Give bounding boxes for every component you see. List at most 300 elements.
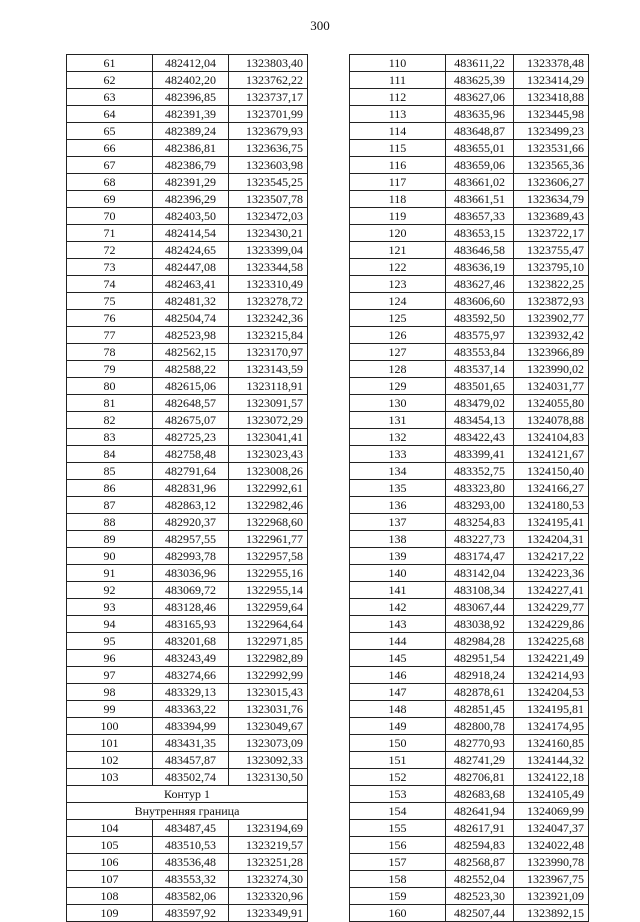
coordinate-y: 1322959,64 <box>229 599 308 616</box>
coordinate-x: 482402,20 <box>153 72 229 89</box>
coordinate-y: 1323762,22 <box>229 72 308 89</box>
coordinate-x: 483394,99 <box>153 718 229 735</box>
table-row <box>350 769 589 786</box>
coordinate-y: 1324217,22 <box>514 548 589 565</box>
coordinate-x: 482831,96 <box>153 480 229 497</box>
coordinate-y: 1322982,46 <box>229 497 308 514</box>
point-number: 136 <box>350 497 446 514</box>
coordinate-x: 482424,65 <box>153 242 229 259</box>
table-row <box>67 616 308 633</box>
point-number: 154 <box>350 803 446 820</box>
point-number: 143 <box>350 616 446 633</box>
table-row <box>67 123 308 140</box>
table-row <box>67 140 308 157</box>
coordinate-x: 482396,85 <box>153 89 229 106</box>
table-row <box>350 72 589 89</box>
coordinate-x: 483399,41 <box>446 446 514 463</box>
coordinate-x: 483661,51 <box>446 191 514 208</box>
coordinate-x: 483646,58 <box>446 242 514 259</box>
coordinate-x: 482675,07 <box>153 412 229 429</box>
coordinate-y: 1324174,95 <box>514 718 589 735</box>
table-row <box>350 378 589 395</box>
table-row <box>67 72 308 89</box>
coordinate-y: 1323378,48 <box>514 55 589 72</box>
coordinate-y: 1324047,37 <box>514 820 589 837</box>
table-row <box>350 497 589 514</box>
coordinate-y: 1324022,48 <box>514 837 589 854</box>
coordinate-x: 482391,29 <box>153 174 229 191</box>
coordinate-y: 1323634,79 <box>514 191 589 208</box>
table-row <box>67 497 308 514</box>
point-number: 129 <box>350 378 446 395</box>
table-row <box>67 157 308 174</box>
coordinate-x: 483537,14 <box>446 361 514 378</box>
point-number: 97 <box>67 667 153 684</box>
coordinate-x: 482562,15 <box>153 344 229 361</box>
coordinate-x: 483648,87 <box>446 123 514 140</box>
coordinate-x: 483627,46 <box>446 276 514 293</box>
coordinate-y: 1322982,89 <box>229 650 308 667</box>
point-number: 137 <box>350 514 446 531</box>
point-number: 149 <box>350 718 446 735</box>
coordinate-x: 483201,68 <box>153 633 229 650</box>
table-row <box>67 446 308 463</box>
coordinate-y: 1323251,28 <box>229 854 308 871</box>
coordinate-x: 482984,28 <box>446 633 514 650</box>
coordinate-y: 1323565,36 <box>514 157 589 174</box>
point-number: 106 <box>67 854 153 871</box>
coordinate-x: 482800,78 <box>446 718 514 735</box>
table-row <box>350 191 589 208</box>
coordinate-x: 482878,61 <box>446 684 514 701</box>
table-row <box>350 480 589 497</box>
coordinate-y: 1324150,40 <box>514 463 589 480</box>
coordinate-y: 1323967,75 <box>514 871 589 888</box>
coordinate-y: 1323219,57 <box>229 837 308 854</box>
coordinate-x: 482594,83 <box>446 837 514 854</box>
coordinate-x: 483487,45 <box>153 820 229 837</box>
point-number: 89 <box>67 531 153 548</box>
coordinate-x: 482523,30 <box>446 888 514 905</box>
table-row <box>350 344 589 361</box>
point-number: 131 <box>350 412 446 429</box>
coordinate-x: 483536,48 <box>153 854 229 871</box>
table-row <box>350 531 589 548</box>
coordinate-x: 482396,29 <box>153 191 229 208</box>
point-number: 104 <box>67 820 153 837</box>
table-row <box>350 888 589 905</box>
table-row <box>67 769 308 786</box>
coordinate-y: 1324204,53 <box>514 684 589 701</box>
coordinate-y: 1322961,77 <box>229 531 308 548</box>
coordinate-y: 1324229,77 <box>514 599 589 616</box>
coordinate-y: 1323755,47 <box>514 242 589 259</box>
point-number: 94 <box>67 616 153 633</box>
coordinate-x: 482918,24 <box>446 667 514 684</box>
coordinate-x: 482412,04 <box>153 55 229 72</box>
table-row <box>67 378 308 395</box>
coordinate-x: 483636,19 <box>446 259 514 276</box>
point-number: 138 <box>350 531 446 548</box>
coordinate-y: 1323349,91 <box>229 905 308 922</box>
table-row <box>67 531 308 548</box>
coordinate-x: 482725,23 <box>153 429 229 446</box>
table-row <box>350 735 589 752</box>
table-row <box>350 123 589 140</box>
point-number: 125 <box>350 310 446 327</box>
point-number: 78 <box>67 344 153 361</box>
coordinate-y: 1324227,41 <box>514 582 589 599</box>
coordinate-x: 482386,81 <box>153 140 229 157</box>
point-number: 111 <box>350 72 446 89</box>
coordinate-x: 483655,01 <box>446 140 514 157</box>
table-row <box>67 548 308 565</box>
point-number: 158 <box>350 871 446 888</box>
coordinate-y: 1323008,26 <box>229 463 308 480</box>
coordinate-x: 482481,32 <box>153 293 229 310</box>
table-row <box>350 361 589 378</box>
section-subtitle-row <box>67 803 308 820</box>
left-table-section <box>67 786 308 820</box>
coordinate-y: 1322955,16 <box>229 565 308 582</box>
coordinate-x: 483108,34 <box>446 582 514 599</box>
point-number: 160 <box>350 905 446 922</box>
coordinate-y: 1323892,15 <box>514 905 589 922</box>
point-number: 113 <box>350 106 446 123</box>
point-number: 91 <box>67 565 153 582</box>
table-row <box>350 752 589 769</box>
point-number: 153 <box>350 786 446 803</box>
point-number: 124 <box>350 293 446 310</box>
coordinate-y: 1323344,58 <box>229 259 308 276</box>
coordinate-y: 1323215,84 <box>229 327 308 344</box>
coordinate-y: 1324105,49 <box>514 786 589 803</box>
point-number: 103 <box>67 769 153 786</box>
table-row <box>67 225 308 242</box>
table-row <box>67 208 308 225</box>
table-row <box>67 412 308 429</box>
table-row <box>67 55 308 72</box>
table-row <box>350 157 589 174</box>
table-row <box>67 701 308 718</box>
table-row <box>67 259 308 276</box>
table-row <box>350 140 589 157</box>
coordinate-x: 483635,96 <box>446 106 514 123</box>
coordinate-x: 482993,78 <box>153 548 229 565</box>
coordinate-x: 483454,13 <box>446 412 514 429</box>
coordinate-y: 1323430,21 <box>229 225 308 242</box>
coordinate-x: 483069,72 <box>153 582 229 599</box>
coordinate-y: 1323073,09 <box>229 735 308 752</box>
coordinate-y: 1323242,36 <box>229 310 308 327</box>
point-number: 128 <box>350 361 446 378</box>
point-number: 69 <box>67 191 153 208</box>
coordinate-y: 1323902,77 <box>514 310 589 327</box>
coordinate-y: 1323310,49 <box>229 276 308 293</box>
coordinate-y: 1323041,41 <box>229 429 308 446</box>
coordinate-x: 483611,22 <box>446 55 514 72</box>
coordinate-y: 1324031,77 <box>514 378 589 395</box>
table-row <box>350 871 589 888</box>
point-number: 93 <box>67 599 153 616</box>
coordinate-x: 482389,24 <box>153 123 229 140</box>
coordinate-y: 1323872,93 <box>514 293 589 310</box>
point-number: 64 <box>67 106 153 123</box>
coordinate-y: 1323990,02 <box>514 361 589 378</box>
point-number: 95 <box>67 633 153 650</box>
table-row <box>350 259 589 276</box>
coordinate-y: 1323118,91 <box>229 378 308 395</box>
coordinate-x: 482957,55 <box>153 531 229 548</box>
table-row <box>67 582 308 599</box>
coordinate-x: 483592,50 <box>446 310 514 327</box>
coordinate-x: 483363,22 <box>153 701 229 718</box>
table-row <box>67 633 308 650</box>
point-number: 63 <box>67 89 153 106</box>
table-row <box>67 429 308 446</box>
point-number: 76 <box>67 310 153 327</box>
section-title-row <box>67 786 308 803</box>
table-row <box>350 582 589 599</box>
coordinate-x: 482391,39 <box>153 106 229 123</box>
table-row <box>350 429 589 446</box>
table-row <box>67 565 308 582</box>
coordinate-x: 482523,98 <box>153 327 229 344</box>
coordinate-y: 1323015,43 <box>229 684 308 701</box>
section-subtitle: Внутренняя граница <box>67 803 308 820</box>
point-number: 105 <box>67 837 153 854</box>
coordinate-y: 1324144,32 <box>514 752 589 769</box>
table-row <box>350 565 589 582</box>
table-row <box>350 514 589 531</box>
coordinate-y: 1324122,18 <box>514 769 589 786</box>
coordinate-y: 1323023,43 <box>229 446 308 463</box>
coordinate-y: 1323822,25 <box>514 276 589 293</box>
point-number: 71 <box>67 225 153 242</box>
table-row <box>350 633 589 650</box>
coordinate-y: 1322957,58 <box>229 548 308 565</box>
table-row <box>67 837 308 854</box>
table-row <box>67 752 308 769</box>
coordinate-y: 1323418,88 <box>514 89 589 106</box>
table-row <box>67 650 308 667</box>
table-row <box>67 89 308 106</box>
coordinate-y: 1323531,66 <box>514 140 589 157</box>
coordinate-x: 482615,06 <box>153 378 229 395</box>
coordinate-y: 1323278,72 <box>229 293 308 310</box>
coordinate-x: 482447,08 <box>153 259 229 276</box>
coordinate-y: 1323031,76 <box>229 701 308 718</box>
coordinate-y: 1323722,17 <box>514 225 589 242</box>
point-number: 119 <box>350 208 446 225</box>
table-row <box>67 395 308 412</box>
coordinate-x: 482641,94 <box>446 803 514 820</box>
point-number: 70 <box>67 208 153 225</box>
coordinate-x: 482863,12 <box>153 497 229 514</box>
left-table-body-b <box>67 820 308 922</box>
coordinate-x: 483510,53 <box>153 837 229 854</box>
coordinate-x: 482386,79 <box>153 157 229 174</box>
coordinate-y: 1323636,75 <box>229 140 308 157</box>
coordinate-y: 1323194,69 <box>229 820 308 837</box>
table-row <box>350 174 589 191</box>
point-number: 145 <box>350 650 446 667</box>
point-number: 146 <box>350 667 446 684</box>
coordinate-y: 1324160,85 <box>514 735 589 752</box>
coordinate-x: 483352,75 <box>446 463 514 480</box>
coordinate-y: 1324204,31 <box>514 531 589 548</box>
coordinate-x: 482552,04 <box>446 871 514 888</box>
coordinate-x: 483293,00 <box>446 497 514 514</box>
coordinate-y: 1323445,98 <box>514 106 589 123</box>
point-number: 155 <box>350 820 446 837</box>
point-number: 142 <box>350 599 446 616</box>
coordinate-x: 482507,44 <box>446 905 514 922</box>
coordinate-x: 482504,74 <box>153 310 229 327</box>
point-number: 121 <box>350 242 446 259</box>
table-row <box>350 89 589 106</box>
point-number: 150 <box>350 735 446 752</box>
table-row <box>350 208 589 225</box>
coordinate-x: 483553,84 <box>446 344 514 361</box>
coordinate-y: 1322955,14 <box>229 582 308 599</box>
table-row <box>350 310 589 327</box>
coordinate-y: 1324195,41 <box>514 514 589 531</box>
coordinate-x: 483653,15 <box>446 225 514 242</box>
table-row <box>67 293 308 310</box>
point-number: 147 <box>350 684 446 701</box>
coordinate-y: 1322971,85 <box>229 633 308 650</box>
point-number: 134 <box>350 463 446 480</box>
point-number: 80 <box>67 378 153 395</box>
coordinate-y: 1323701,99 <box>229 106 308 123</box>
coordinate-x: 482683,68 <box>446 786 514 803</box>
point-number: 108 <box>67 888 153 905</box>
point-number: 66 <box>67 140 153 157</box>
coordinate-x: 482648,57 <box>153 395 229 412</box>
coordinates-table-right <box>349 54 589 922</box>
coordinate-x: 483625,39 <box>446 72 514 89</box>
point-number: 144 <box>350 633 446 650</box>
coordinate-x: 482951,54 <box>446 650 514 667</box>
point-number: 130 <box>350 395 446 412</box>
coordinate-y: 1323921,09 <box>514 888 589 905</box>
coordinate-y: 1324223,36 <box>514 565 589 582</box>
point-number: 90 <box>67 548 153 565</box>
coordinate-x: 483165,93 <box>153 616 229 633</box>
point-number: 120 <box>350 225 446 242</box>
point-number: 98 <box>67 684 153 701</box>
coordinate-x: 482617,91 <box>446 820 514 837</box>
point-number: 135 <box>350 480 446 497</box>
table-row <box>350 786 589 803</box>
coordinate-y: 1323932,42 <box>514 327 589 344</box>
coordinate-y: 1323689,43 <box>514 208 589 225</box>
table-row <box>67 905 308 922</box>
coordinate-x: 483243,49 <box>153 650 229 667</box>
coordinate-x: 483627,06 <box>446 89 514 106</box>
coordinate-y: 1323679,93 <box>229 123 308 140</box>
point-number: 140 <box>350 565 446 582</box>
point-number: 126 <box>350 327 446 344</box>
table-row <box>67 361 308 378</box>
point-number: 68 <box>67 174 153 191</box>
table-row <box>350 684 589 701</box>
coordinate-y: 1323399,04 <box>229 242 308 259</box>
table-row <box>350 463 589 480</box>
point-number: 101 <box>67 735 153 752</box>
coordinate-x: 482920,37 <box>153 514 229 531</box>
coordinate-y: 1324121,67 <box>514 446 589 463</box>
coordinate-x: 483431,35 <box>153 735 229 752</box>
table-row <box>350 905 589 922</box>
coordinate-y: 1323170,97 <box>229 344 308 361</box>
coordinate-y: 1322992,99 <box>229 667 308 684</box>
coordinate-y: 1324229,86 <box>514 616 589 633</box>
table-row <box>350 395 589 412</box>
point-number: 62 <box>67 72 153 89</box>
point-number: 100 <box>67 718 153 735</box>
table-row <box>350 803 589 820</box>
coordinate-y: 1324195,81 <box>514 701 589 718</box>
point-number: 81 <box>67 395 153 412</box>
point-number: 112 <box>350 89 446 106</box>
table-row <box>67 463 308 480</box>
table-row <box>350 718 589 735</box>
point-number: 79 <box>67 361 153 378</box>
coordinate-y: 1323606,27 <box>514 174 589 191</box>
point-number: 92 <box>67 582 153 599</box>
coordinate-x: 483657,33 <box>446 208 514 225</box>
coordinate-x: 482588,22 <box>153 361 229 378</box>
point-number: 127 <box>350 344 446 361</box>
coordinate-y: 1324055,80 <box>514 395 589 412</box>
coordinate-y: 1324180,53 <box>514 497 589 514</box>
coordinate-y: 1323990,78 <box>514 854 589 871</box>
coordinate-x: 483553,32 <box>153 871 229 888</box>
point-number: 102 <box>67 752 153 769</box>
coordinate-x: 483323,80 <box>446 480 514 497</box>
table-row <box>67 191 308 208</box>
point-number: 67 <box>67 157 153 174</box>
point-number: 74 <box>67 276 153 293</box>
coordinate-x: 483036,96 <box>153 565 229 582</box>
point-number: 85 <box>67 463 153 480</box>
point-number: 122 <box>350 259 446 276</box>
coordinate-y: 1323472,03 <box>229 208 308 225</box>
coordinate-y: 1324069,99 <box>514 803 589 820</box>
table-row <box>350 55 589 72</box>
coordinate-x: 483479,02 <box>446 395 514 412</box>
point-number: 123 <box>350 276 446 293</box>
table-row <box>67 344 308 361</box>
point-number: 72 <box>67 242 153 259</box>
coordinate-y: 1324221,49 <box>514 650 589 667</box>
table-row <box>350 701 589 718</box>
coordinate-x: 482741,29 <box>446 752 514 769</box>
coordinate-x: 483067,44 <box>446 599 514 616</box>
point-number: 141 <box>350 582 446 599</box>
table-row <box>67 871 308 888</box>
table-row <box>67 480 308 497</box>
point-number: 156 <box>350 837 446 854</box>
coordinate-x: 483659,06 <box>446 157 514 174</box>
coordinates-table-left <box>66 54 308 922</box>
coordinate-y: 1323274,30 <box>229 871 308 888</box>
table-row <box>350 820 589 837</box>
coordinate-x: 483422,43 <box>446 429 514 446</box>
point-number: 152 <box>350 769 446 786</box>
